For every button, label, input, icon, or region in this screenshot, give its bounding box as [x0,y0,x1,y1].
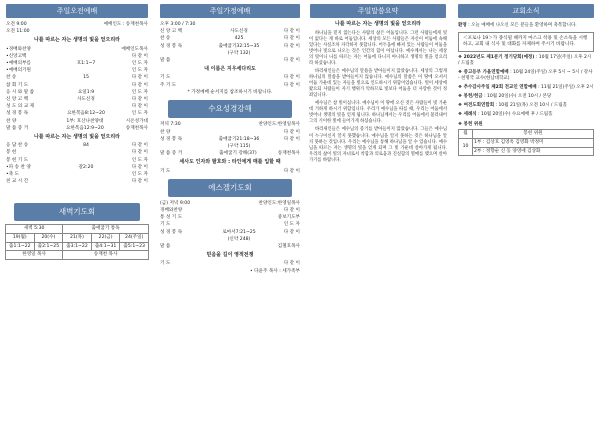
morning-order-2-row [2,149,152,156]
friday-order-cell: 김철호목사 [277,243,300,249]
morning-order-2-cell [44,178,128,185]
wed-order-cell: 출애굽기 강해(37) [219,151,257,157]
wed-order-cell [160,143,198,150]
dawn-day: 20(수) [34,233,63,242]
dawn-day: 22(금) [91,233,120,242]
morning-order-row [2,110,152,117]
morning-order-2-cell: 인 도 자 [131,171,148,177]
news-item: ❖ 중고등부 가을연합예배 : 10월 24일(주일) 오후 5시 ~ 5시 / 강사 - 천명국 교수(한남대학교) [458,70,593,82]
dawn-preacher-2: 송재천 목사 [63,251,149,260]
friday-order-cell: 말 씀 [160,243,171,249]
morning-order-2-cell: 다 같 이 [131,143,148,149]
morning-worship-title: 주일오전예배 [6,4,148,18]
morning-order-2-row [2,171,152,178]
family-order-cell: 출애굽기32:15~35 [218,43,260,49]
family-note: * 가정예배 순서지를 참조하시기 바랍니다. [187,89,273,95]
wed-order-list [156,129,304,158]
wed-order-cell: 다 같 이 [283,129,300,135]
morning-order-2-cell: •파 송 찬 양 [6,164,31,170]
morning-order-2-cell: 다 같 이 [131,179,148,185]
ezekiel-prayer-title: 에스겔기도회 [168,179,292,197]
dawn-chapter: 출2:1~25 [34,242,63,251]
column-church-news [454,0,598,424]
morning-order-cell: 예배인도목사 [121,46,148,52]
morning-order-row [2,89,152,96]
friday-order-cell: 다 같 이 [283,229,300,235]
morning-sermon-title: 나를 따르는 자는 생명의 빛을 얻으리라 [34,133,120,140]
dawn-days-row [6,233,149,242]
wed-order-row [156,143,304,150]
family-order-2-row [156,74,304,81]
morning-order-row [2,53,152,60]
news-item-text: 11월 21일(주일) 오후 2시 [541,85,594,91]
news-item-label: 2022년도 제1분기 정기당회(예정) [463,55,535,61]
morning-order-2-cell: 응 답 찬 송 [6,143,29,149]
sermon-summary-subtitle: 나를 따르는 자는 생명의 빛을 얻으리라 [335,21,421,27]
wed-time: 저녁 7:30 [160,122,181,128]
morning-order-cell: 다 같 이 [131,96,148,102]
offering-header-month: 월 [459,130,473,139]
friday-order-2-cell: 다 같 이 [283,261,300,267]
morning-order-2-row [2,164,152,171]
offering-table-wrap [454,129,598,156]
morning-order-cell: 참 회 기 도 [6,82,29,88]
friday-time: (금) 저녁 9:00 [160,200,191,206]
morning-order-cell: 다 같 이 [131,82,148,88]
sermon-paragraph: 하나님을 믿지 않는다는 사람의 삶은 어둠입니다. 그런 사람들에게 빛이 없다는 게 바로 어둠입니다. 세상의 모든 사람들은 자신이 어둠에 속해 있다는 사실조차 자각하지 못합니다. 어두움에 빠져 있는 사람들이 어둠을 벗어나 빛으로 나오는 것은 인간의 힘이 아닙니다. 예수께서는 나는 세상의 빛이니 나를 따르는 자는 어둠에 다니지 아니하고 생명의 빛을 얻으리라 하셨습니다. [309,31,447,67]
friday-order-cell: 다 같 이 [283,208,300,214]
dawn-chapters-row [6,242,149,251]
morning-order-2-cell: 친 교 시 간 [6,179,29,185]
wed-bible-title: 수요성경강해 [168,100,292,118]
news-item: ❖ 세례식 : 10월 20일(수) 수요예배 후 / 드림홀 [458,112,553,118]
church-news-title: 교회소식 [458,4,594,18]
friday-order-cell [198,243,278,250]
column-worship-other [156,0,304,424]
wed-order-cell: 말 씀 증 거 [160,151,183,157]
news-item: ❖ 봉헌/헌금 : 10월 20일(수) 오전 10시 / 본당 [458,94,552,100]
family-order-cell: 다 같 이 [283,29,300,35]
morning-order-cell: 인 도 자 [131,111,148,117]
family-worship-title: 주일가정예배 [160,4,300,18]
welcome-label: 환영 [458,22,467,28]
news-item-text: 10월 21일(목) 오전 10시 / 드림홀 [498,103,567,109]
column-sermon-summary [306,0,450,424]
bullet-icon: ❖ [458,55,464,61]
news-item-text: 10월 20일(수) 오전 10시 / 본당 [487,94,552,100]
morning-time-row [2,28,152,35]
friday-order-cell [198,221,280,228]
morning-order-cell: 신 앙 고 백 [6,96,29,102]
morning-order-cell: 성 도 의 교 제 [6,104,35,110]
family-order-2-cell: 다 같 이 [283,75,300,81]
friday-order-cell [280,236,300,243]
morning-order-cell: 송재천목사 [125,125,148,131]
family-order-cell: 다 같 이 [283,57,300,63]
morning-time-row [2,21,152,28]
friday-order-list-2 [156,260,304,267]
morning-order-list-2 [2,142,152,185]
friday-order-row [156,221,304,228]
news-item-label: 세례식 [463,112,477,118]
friday-order-cell: 로마서7:21~25 [222,229,256,235]
family-time: 오후 3:00 / 7:30 [160,22,196,27]
morning-order-2-cell [44,171,128,178]
wed-leader: 찬양인도:한영일목사 [258,122,300,128]
sermon-paragraph: 예수님은 참 빛이십니다. 예수님이 이 땅에 오신 것은 사람들이 빛 가운데 거하게 하시기 위함입니다. 우리가 예수님을 따를 때, 우리는 어둠에서 벗어나 생명의 빛을 얻게 됩니다. 하나님께서는 우리를 어둠에서 불러내어 그의 기이한 빛에 들어가게 하셨습니다. [309,101,447,125]
friday-order-cell: 중보기도부 [277,215,300,221]
wed-row-last: 기 도 다 같 이 [160,168,300,174]
family-order-2-cell: 기 도 [160,75,171,81]
friday-note: • 다윤주 목사 : 세가족부 [249,268,300,274]
morning-order-row [2,103,152,110]
family-order-cell [160,50,198,57]
friday-order-row [156,207,304,214]
dawn-prayer-title: 새벽기도회 [14,203,140,221]
morning-order-cell: •예배의부름 [6,61,31,66]
morning-order-2-cell: 봉 헌 기 도 [6,157,29,163]
morning-order-2-row [2,178,152,185]
news-item: ❖ 여전도회연합회 : 10월 21일(목) 오전 10시 / 드림홀 [458,103,567,109]
morning-order-cell: 인 도 자 [131,68,148,74]
friday-order-cell [160,236,198,243]
wed-time-row [156,121,304,128]
wed-order-cell: 다 같 이 [283,136,300,142]
family-order-2-cell [198,74,280,81]
news-item-text: 10월 24일(주일) 오후 5시 ~ 5시 / 강사 - 천명국 교수(한남대학교) [458,70,593,82]
family-order-row [156,57,304,64]
morning-order-cell: 찬 양 [6,118,17,124]
column-worship-main [2,0,152,424]
dawn-day: 19(월) [6,233,35,242]
friday-order-cell: (신약 248) [227,236,251,242]
family-order-list-2 [156,74,304,88]
dawn-preacher-1: 한영일 목사 [6,251,63,260]
morning-order-row [2,60,152,67]
bullet-icon: ❖ [458,85,464,91]
friday-order-row [156,214,304,221]
family-order-cell: 성 경 봉 독 [160,43,183,49]
morning-time-1: 오전 9:00 [6,22,27,27]
morning-order-row [2,82,152,89]
wed-order-cell: (구약 115) [227,144,251,150]
morning-subtitle: 나를 따르는 자는 생명의 빛을 얻으리라 [34,37,120,44]
morning-leader: 예배인도 : 송재천목사 [103,22,148,27]
wed-note: 세사도 인자와 팔호와 : 타인에게 매를 입할 때 [179,159,281,166]
family-order-cell: 말 씀 [160,57,171,63]
morning-order-cell: 성 경 봉 독 [6,111,29,117]
wed-order-row [156,150,304,157]
morning-order-cell: 15 [83,75,89,81]
family-subtitle: 내 이름은 지우세다리도 [204,66,256,73]
sermon-summary-title: 주일말씀요약 [310,4,446,18]
morning-time-2: 오전 11:00 [6,29,30,35]
family-order-cell: 신 앙 고 백 [160,29,183,35]
dawn-chapter: 출1:1~22 [6,242,35,251]
dawn-prayer-table [5,224,149,260]
friday-order-row [156,243,304,250]
morning-order-cell: 시온성가대 [125,118,148,124]
friday-order-cell: 통 성 기 도 [160,215,183,221]
morning-order-cell: 인 도 자 [131,89,148,95]
morning-order-cell: •신앙고백 [6,53,27,59]
morning-order-row [2,96,152,103]
morning-order-2-cell: 인 도 자 [131,157,148,163]
friday-leader: 찬양인도:한영일목사 [258,200,300,206]
family-order-2-cell: 다 같 이 [283,82,300,88]
wed-order-cell: 출애굽기21:18~36 [218,136,260,142]
friday-order-row [156,236,304,243]
morning-order-row [2,67,152,74]
dawn-chapter: 출4:1~31 [91,242,120,251]
friday-order-2-cell [198,260,280,267]
morning-order-2-cell: 84 [83,143,89,149]
covid-notice-box: ＜포로나 19＞가 종식될 때까지 마스크 착용 및 손소독을 시행하고, 교회 내 식사 및 대화를 자제하여 주시기 바랍니다. [458,32,594,51]
dawn-time: 새벽 5:30 [6,225,63,234]
wed-order-row [156,136,304,143]
wed-order-cell: 송재천목사 [277,151,300,157]
offering-month: 10 [459,138,473,155]
welcome-notice: 환영 : 오늘 예배에 나오신 모든 분들을 환영하며 축복합니다. [458,22,577,28]
bullet-icon: ❖ [458,94,464,100]
morning-order-2-cell: 봉 헌 [6,150,17,156]
friday-order-row [156,229,304,236]
dawn-reading: 출애굽기 통독 [63,225,149,234]
morning-order-cell: 호1:1~7 [76,61,96,66]
wed-order-cell: 찬 양 [160,129,171,135]
morning-order-cell: 1부: 호산나찬양대 [66,118,104,124]
sermon-summary-body [306,31,450,163]
friday-order-cell: 인 도 자 [283,222,300,228]
morning-order-2-cell: 다 같 이 [131,164,148,170]
friday-order-cell: 기 도 [160,222,171,228]
news-item-label: 중고등부 가을연합예배 [463,70,509,76]
friday-subtitle: 믿음을 길이 영적전쟁 [206,252,254,259]
bullet-icon: ❖ [458,112,464,118]
news-item-text: 10월 20일(수) 수요예배 후 / 드림홀 [481,112,553,118]
morning-order-cell [44,46,121,53]
news-item: ❖ 2022년도 제1분기 정기당회(예정) : 10월 17일(주일) 오후 2시 / 드림홀 [458,55,592,67]
family-order-2-row [156,82,304,89]
morning-order-2-cell [44,157,128,164]
morning-order-cell: 사도신경 [77,96,95,102]
morning-order-cell: 요일1:9 [77,89,95,95]
morning-order-cell: 찬 송 [6,75,17,81]
morning-order-list [2,46,152,132]
friday-order-list [156,207,304,250]
family-order-cell [280,50,300,57]
bullet-icon: ❖ [458,103,464,109]
wed-order-cell [280,143,300,150]
morning-order-2-cell: •축 도 [6,171,20,177]
sermon-paragraph: 바리새인들은 예수님의 말씀을 받아들이지 않았습니다. 세상의 그렇게 하나님의 말씀을 받아들이지 않습니다. 예수님의 말씀은 이 땅에 오셔서 어둠 가운데 있는 자들을 빛으로 인도하시기 위함이었습니다. 빛이 세상에 왔으되 사람들이 자기 행위가 악하므로 빛보다 어둠을 더 사랑한 것이 정죄입니다. [309,69,447,99]
friday-time-row [156,200,304,207]
news-item-label: 여전도회연합회 [463,103,495,109]
offering-header-members: 봉헌 위원 [473,130,594,139]
morning-order-2-cell: 갈2:20 [78,164,94,170]
morning-order-2-row [2,142,152,149]
offering-members-2: 2부 : 정향순 신 동 양영애 김상화 [473,147,594,156]
news-item-label: 추수감사주일 제2회 전교인 연합예배 [463,85,537,91]
friday-order-cell: 성 경 봉 독 [160,229,183,235]
offering-label: ❖ 봉헌 위원 [458,121,483,127]
news-item-text: 10월 17일(주일) 오후 2시 / 드림홀 [458,55,592,67]
morning-order-cell: 다 같 이 [131,53,148,59]
dawn-prayer-table-wrap [2,224,152,260]
morning-order-row [2,118,152,125]
friday-order-cell [198,214,278,221]
friday-order-2-row [156,260,304,267]
family-order-list [156,28,304,64]
welcome-text: 오늘 예배에 나오신 모든 분들을 환영하며 축복합니다. [471,22,577,28]
dawn-day: 24(주일) [120,233,149,242]
morning-order-cell: 다 같 이 [131,104,148,110]
morning-order-row [2,74,152,81]
family-order-cell: 사도신경 [230,29,248,35]
morning-order-row [2,46,152,53]
offering-table [458,129,594,156]
family-order-2-cell: 주 기 도 [160,82,177,88]
family-order-cell: 다 같 이 [283,43,300,49]
dawn-chapter: 출3:1~22 [63,242,92,251]
family-order-cell: 찬 송 [160,36,171,42]
family-order-cell: (구약 132) [227,50,251,56]
morning-order-cell: 요한복음8:12~20 [67,111,105,117]
family-order-cell [198,57,280,64]
morning-order-cell: 인 도 자 [131,61,148,66]
family-order-cell: 425 [234,36,244,42]
morning-order-2-row [2,157,152,164]
family-order-row [156,43,304,50]
morning-order-cell [44,67,128,74]
news-item: ❖ 추수감사주일 제2회 전교인 연합예배 : 11월 21일(주일) 오후 2시 [458,85,594,91]
morning-order-cell: 다 같 이 [131,75,148,81]
family-order-row [156,50,304,57]
family-order-cell: 다 같 이 [283,36,300,42]
dawn-day: 21(목) [63,233,92,242]
morning-order-cell: 말 씀 증 거 [6,125,29,131]
news-list [454,54,598,121]
friday-order-2-cell: 기 도 [160,261,171,267]
family-order-row [156,35,304,42]
offering-members-1: 1부 : 김상호 김영옥 김영화 박정미 [473,138,594,147]
wed-order-cell [198,129,280,136]
morning-order-cell: 요한복음12:9~20 [66,125,104,131]
morning-order-row [2,125,152,132]
dawn-chapter: 출5:1~23 [120,242,149,251]
news-item-label: 봉헌/헌금 [463,94,483,100]
morning-order-cell: •예배의기원 [6,68,31,74]
wed-order-row [156,129,304,136]
sermon-paragraph: 바리새인들은 예수님의 증거를 받아들이지 않았습니다. 그들은 예수님이 누구이신지 알지 못했습니다. 예수님을 알지 못하는 것은 하나님을 알지 못하는 것입니다. 우리는 예수님을 통해 하나님을 알 수 있습니다. 예수님을 따르는 자는 생명의 빛을 얻게 되며 그 빛 가운데 살아가게 됩니다. 우리의 삶이 빛의 자녀로서 착함과 의로움과 진실함의 열매를 맺으며 살아가기를 바랍니다. [309,127,447,163]
family-order-row [156,28,304,35]
bullet-icon: ❖ [458,70,464,76]
morning-order-cell: •경배와찬양 [6,46,31,52]
morning-order-cell: 응 시 와 말 씀 [6,89,35,95]
morning-order-cell [44,103,128,110]
morning-order-cell [44,82,128,89]
wed-order-cell: 성 경 봉 독 [160,136,183,142]
morning-order-2-cell: 다 같 이 [131,150,148,156]
morning-order-cell [44,53,128,60]
friday-order-cell: 경배와찬양 [160,208,183,214]
family-order-2-cell [198,82,280,89]
morning-order-2-cell [44,149,128,156]
friday-order-cell [198,207,280,214]
